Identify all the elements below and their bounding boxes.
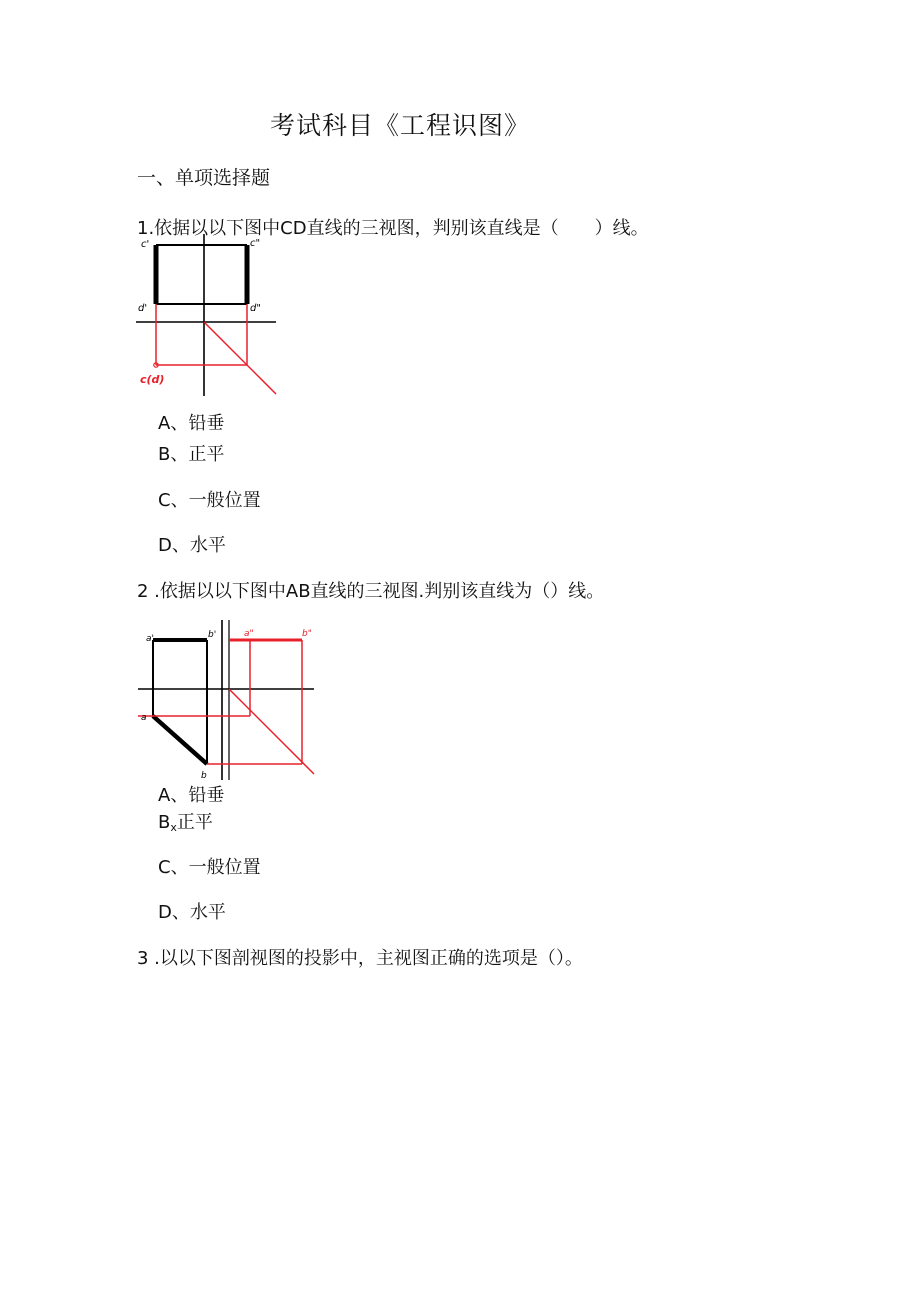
q2-label-a-side: a"	[244, 629, 254, 639]
q1-option-b: B、正平	[158, 444, 225, 465]
q1-label-cd-top: c(d)	[140, 373, 165, 386]
q1-option-d: D、水平	[158, 535, 226, 556]
q2-option-d: D、水平	[158, 902, 226, 923]
question-2-figure	[138, 620, 318, 782]
q2-label-a-front: a'	[146, 634, 154, 644]
q1-red-45-line	[204, 322, 276, 394]
q1-option-c: C、一般位置	[158, 490, 261, 511]
q2-label-b-front: b'	[208, 630, 217, 640]
q2-top-line-ab	[153, 716, 207, 764]
q2-option-a-cropped: A、铅垂	[158, 785, 225, 806]
q2-option-c: C、一般位置	[158, 857, 261, 878]
q1-label-c-side: c"	[250, 238, 261, 249]
question-1-text: 1.依据以以下图中CD直线的三视图，判别该直线是（ ）线。	[137, 218, 649, 239]
q2-option-b-text: 正平	[176, 812, 213, 833]
q1-label-d-side: d"	[250, 303, 261, 314]
q2-label-b-top: b	[201, 771, 207, 781]
q2-label-a-top: a	[141, 713, 147, 723]
section-heading: 一、单项选择题	[137, 167, 271, 189]
question-2-text: 2 .依据以以下图中AB直线的三视图.判别该直线为（）线。	[137, 581, 605, 602]
q2-option-b	[158, 808, 213, 834]
document-title: 考试科目《工程识图》	[270, 111, 531, 140]
q2-label-b-side: b"	[302, 629, 312, 639]
q1-option-a: A、铅垂	[158, 413, 225, 434]
q1-label-d-front: d'	[138, 303, 148, 314]
q2-option-b-letter: B	[158, 812, 171, 833]
q1-label-c-front: c'	[141, 239, 150, 250]
question-3-text: 3 .以以下图剖视图的投影中，主视图正确的选项是（）。	[137, 948, 583, 969]
q2-option-b-sub: x	[170, 821, 177, 834]
question-1-figure	[136, 234, 278, 398]
